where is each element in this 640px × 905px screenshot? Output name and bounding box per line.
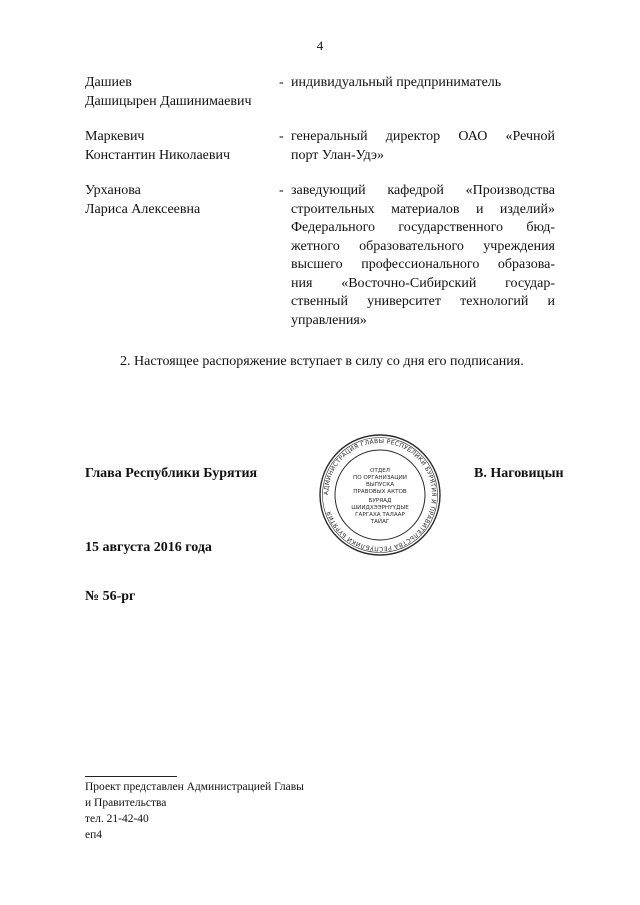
member-surname: Дашиев: [85, 75, 132, 90]
member-name: [85, 182, 275, 219]
member-surname: Маркевич: [85, 129, 145, 144]
seal-center-line: ОТДЕЛ: [370, 468, 390, 474]
member-role-line: высшего профессионального образова-: [291, 257, 555, 272]
clause-2: 2. Настоящее распоряжение вступает в силу со дня его подписания.: [120, 354, 524, 369]
member-role-line: ственный университет технологий и: [291, 294, 555, 309]
seal-center-line: ПО ОРГАНИЗАЦИИ: [353, 475, 407, 481]
member-role-line: жетного образовательного учреждения: [291, 238, 555, 254]
member-given-name: Лариса Алексеевна: [85, 201, 201, 217]
member-role-line: индивидуальный предприниматель: [291, 75, 502, 90]
member-dash: -: [279, 129, 284, 144]
official-seal-stamp: [318, 433, 442, 557]
member-given-name: Константин Николаевич: [85, 147, 231, 163]
footnote-line: тел. 21-42-40: [85, 813, 149, 825]
seal-center-line: ГАРГАХА ТАЛААР: [355, 512, 405, 518]
footnote-line: еп4: [85, 829, 103, 841]
member-name: [85, 128, 275, 165]
member-role-line: строительных материалов и изделий»: [291, 201, 555, 217]
member-role-line: ния «Восточно-Сибирский государ-: [291, 275, 555, 291]
signatory-title: Глава Республики Бурятия: [85, 466, 258, 481]
member-dash: -: [279, 183, 284, 198]
member-role: [291, 182, 555, 330]
member-role-line: управления»: [291, 312, 367, 328]
seal-center-line: ТАЙАГ: [370, 519, 390, 525]
member-given-name: Дашицырен Дашинимаевич: [85, 93, 252, 109]
member-role-line: Федерального государственного бюд-: [291, 220, 555, 235]
member-role-line: заведующий кафедрой «Производства: [291, 183, 555, 198]
page-number: 4: [316, 38, 324, 53]
seal-ring-text: АДМИНИСТРАЦИЯ ГЛАВЫ РЕСПУБЛИКИ БУРЯТИЯ И ПРАВИТЕЛЬСТВА РЕСПУБЛИКИ БУРЯТИЯ: [322, 437, 438, 553]
member-role-line: генеральный директор ОАО «Речной: [291, 129, 555, 144]
member-role: [291, 128, 555, 165]
document-number: № 56-рг: [85, 589, 136, 604]
member-role-line: порт Улан-Удэ»: [291, 147, 385, 163]
document-date: 15 августа 2016 года: [85, 540, 212, 555]
member-name: [85, 74, 275, 111]
footnote-separator: [85, 776, 177, 777]
member-dash: -: [279, 75, 284, 90]
seal-center-line: ВЫПУСКА: [365, 482, 395, 488]
seal-center-line: БУРЯАД: [368, 498, 392, 504]
member-surname: Урханова: [85, 183, 141, 198]
footnote-line: Проект представлен Администрацией Главы: [85, 781, 304, 793]
member-role: [291, 74, 555, 93]
signatory-name: В. Наговицын: [474, 466, 564, 481]
seal-center-line: ПРАВОВЫХ АКТОВ: [353, 489, 407, 495]
footnote-line: и Правительства: [85, 797, 167, 809]
footnote: [85, 779, 304, 843]
seal-center-line: ШИИДХЭЭРНҮҮДЫЕ: [351, 505, 409, 511]
